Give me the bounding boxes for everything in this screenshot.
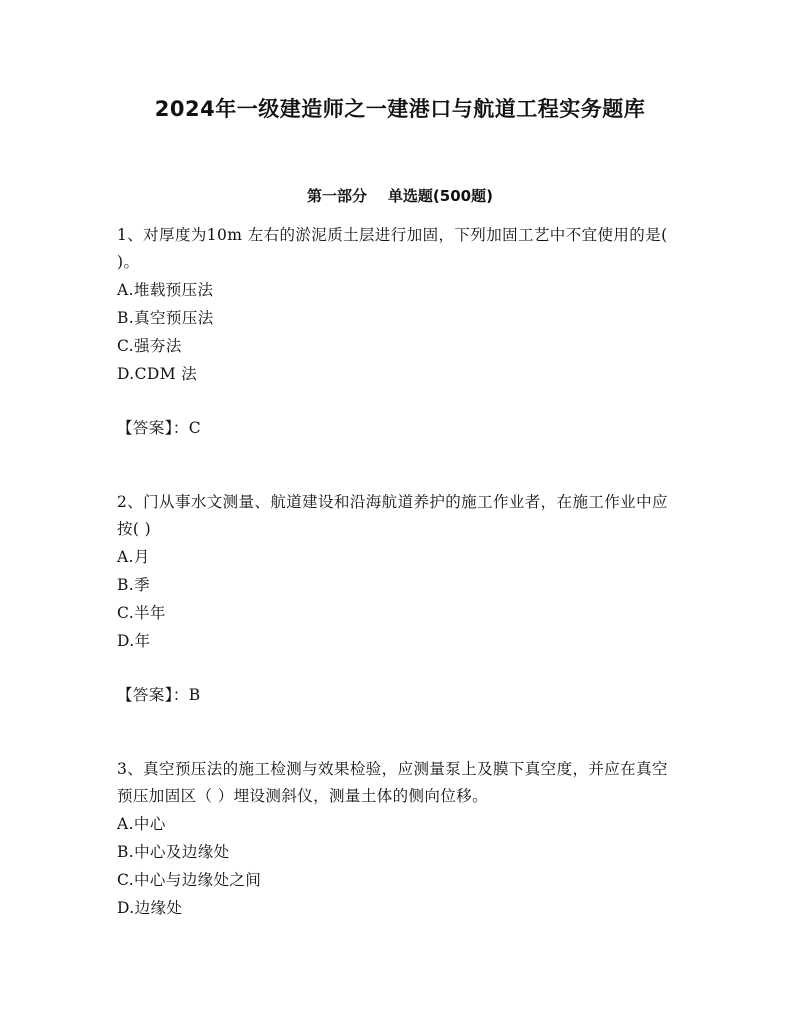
- document-title: 2024年一级建造师之一建港口与航道工程实务题库: [154, 97, 646, 121]
- question-item: [117, 489, 677, 709]
- option-b: B.中心及边缘处: [117, 843, 230, 861]
- question-stem: 1、对厚度为10m 左右的淤泥质土层进行加固，下列加固工艺中不宜使用的是( )。: [117, 226, 668, 271]
- option-d: D.边缘处: [117, 899, 183, 917]
- option-c: C.半年: [117, 604, 166, 622]
- question-item: [117, 756, 677, 922]
- option-list: [117, 810, 677, 922]
- option-d: D.CDM 法: [117, 365, 198, 383]
- section-heading: 第一部分 单选题(500题): [307, 187, 493, 205]
- option-a: A.月: [117, 548, 150, 566]
- answer-line: 【答案】：B: [117, 686, 201, 704]
- question-stem: 2、门从事水文测量、航道建设和沿海航道养护的施工作业者，在施工作业中应按( ): [117, 493, 668, 538]
- option-a: A.堆载预压法: [117, 281, 214, 299]
- option-a: A.中心: [117, 815, 166, 833]
- option-b: B.季: [117, 576, 151, 594]
- option-list: [117, 543, 677, 655]
- question-list: [117, 222, 677, 969]
- option-c: C.中心与边缘处之间: [117, 871, 262, 889]
- option-list: [117, 276, 677, 388]
- option-c: C.强夯法: [117, 337, 182, 355]
- option-b: B.真空预压法: [117, 309, 214, 327]
- option-d: D.年: [117, 632, 151, 650]
- answer-line: 【答案】：C: [117, 419, 202, 437]
- question-stem: 3、真空预压法的施工检测与效果检验，应测量泵上及膜下真空度，并应在真空预压加固区（ ）埋设测斜仪，测量土体的侧向位移。: [117, 760, 668, 805]
- question-item: [117, 222, 677, 442]
